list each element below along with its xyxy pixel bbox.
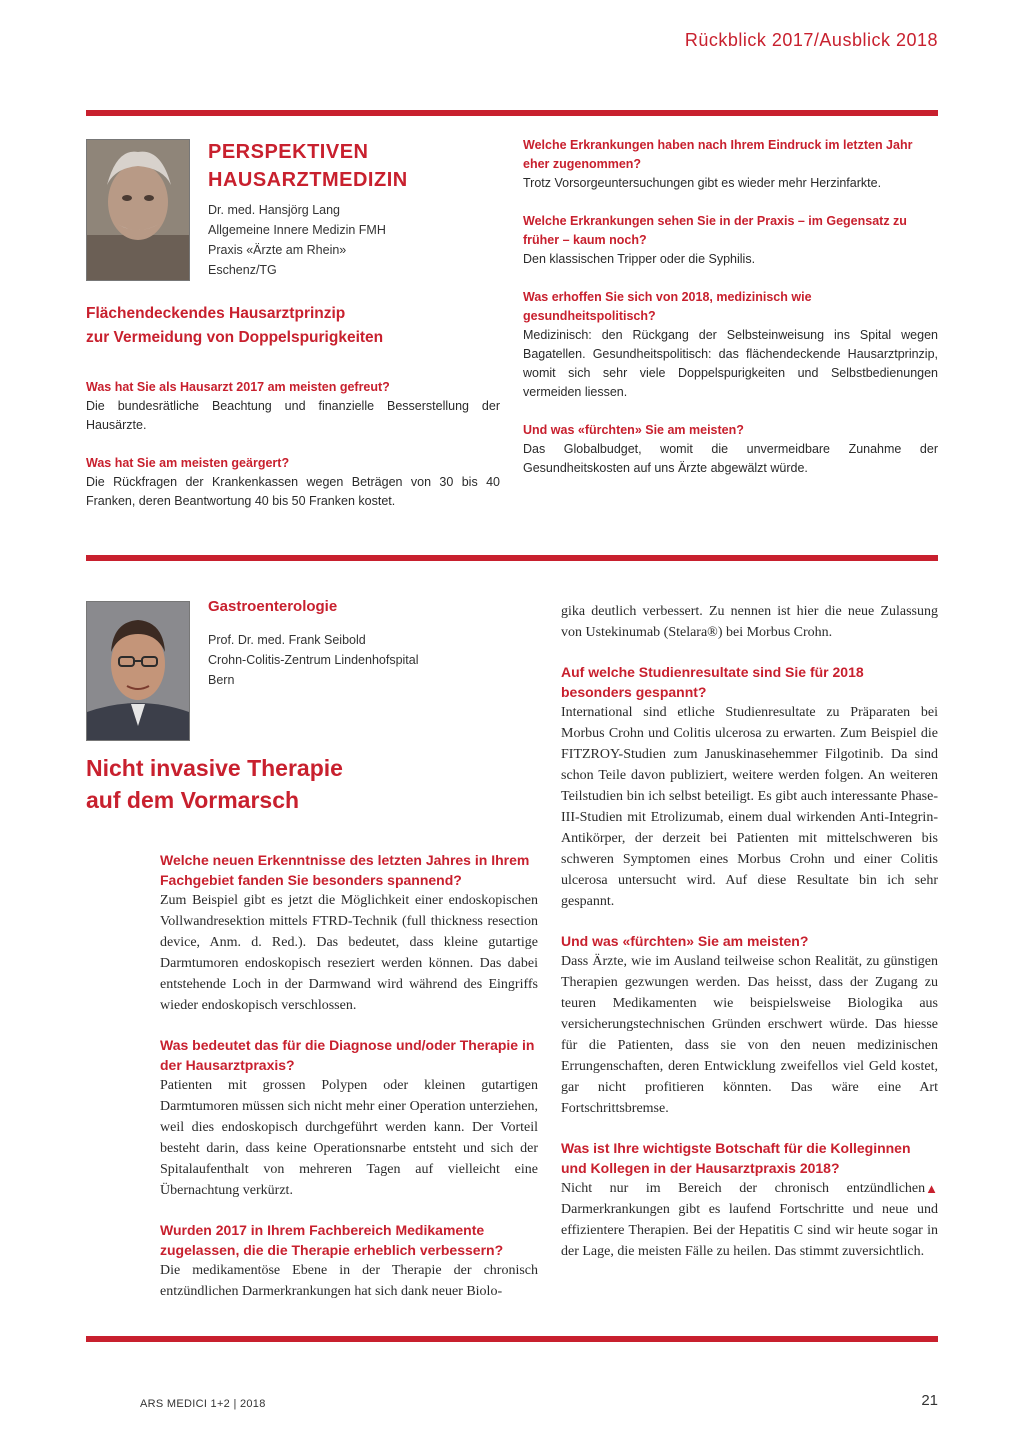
author-name: Dr. med. Hansjörg Lang [208,203,341,217]
qa-item [561,1138,938,1262]
question: Welche neuen Erkenntnisse des letzten Jahres in Ihrem Fachgebiet fanden Sie besonders spannend? [160,852,530,888]
section-subtitle [86,302,383,350]
left-article-column [160,850,538,1321]
section-divider [86,555,938,561]
qa-item [523,288,938,402]
question: Auf welche Studienresultate sind Sie für 2018 besonders gespannt? [561,664,864,700]
section-divider [86,1336,938,1342]
qa-item [561,662,938,912]
page-number: 21 [921,1392,938,1409]
qa-item [86,454,500,511]
author-info [208,630,419,690]
field-label: Gastroenterologie [208,598,338,615]
question: Welche Erkrankungen sehen Sie in der Praxis – im Gegensatz zu früher – kaum noch? [523,214,907,247]
author-institution: Crohn-Colitis-Zentrum Lindenhofspital [208,653,419,667]
author-specialty: Allgemeine Innere Medizin FMH [208,223,386,237]
question: Und was «fürchten» Sie am meisten? [561,933,809,949]
article-title-line: Nicht invasive Therapie [86,755,343,781]
question: Was hat Sie am meisten geärgert? [86,456,290,470]
section-title-line: HAUSARZTMEDIZIN [208,169,408,191]
qa-item [160,1220,538,1302]
question: Wurden 2017 in Ihrem Fachbereich Medikamente zugelassen, die die Therapie erheblich verbessern? [160,1222,504,1258]
right-qa-column [523,136,938,497]
qa-item [86,378,500,435]
end-mark-icon: ▲ [925,1181,938,1196]
qa-item [160,1035,538,1201]
answer: Das Globalbudget, womit die unvermeidbare Zunahme der Gesundheitskosten auf uns Ärzte abgewälzt würde. [523,442,938,475]
question: Was bedeutet das für die Diagnose und/oder Therapie in der Hausarztpraxis? [160,1037,535,1073]
section-divider [86,110,938,116]
continued-text: gika deutlich verbessert. Zu nennen ist hier die neue Zulassung von Ustekinumab (Stelara®) bei Morbus Crohn. [561,604,938,640]
qa-item [523,421,938,478]
left-qa-column [86,378,500,530]
author-info [208,200,386,280]
question: Was hat Sie als Hausarzt 2017 am meisten gefreut? [86,380,390,394]
journal-footer: ARS MEDICI 1+2 | 2018 [140,1398,266,1410]
answer: Die Rückfragen der Krankenkassen wegen Beträgen von 30 bis 40 Franken, deren Beantwortung 40 bis 50 Franken kostet. [86,475,500,508]
question: Was ist Ihre wichtigste Botschaft für die Kolleginnen und Kollegen in der Hausarztpraxis 2018? [561,1140,911,1176]
subtitle-line: zur Vermeidung von Doppelspurigkeiten [86,329,384,346]
answer: Trotz Vorsorgeuntersuchungen gibt es wieder mehr Herzinfarkte. [523,176,882,190]
section-title [208,138,408,194]
answer: Die medikamentöse Ebene in der Therapie der chronisch entzündlichen Darmerkrankungen hat sich dank neuer Biolo- [160,1263,538,1299]
portrait-photo [86,139,190,281]
article-title-line: auf dem Vormarsch [86,787,300,813]
question: Welche Erkrankungen haben nach Ihrem Eindruck im letzten Jahr eher zugenommen? [523,138,913,171]
question: Was erhoffen Sie sich von 2018, medizinisch wie gesundheitspolitisch? [523,290,812,323]
running-header: Rückblick 2017/Ausblick 2018 [684,30,938,50]
qa-item [160,850,538,1016]
answer: Die bundesrätliche Beachtung und finanzielle Besserstellung der Hausärzte. [86,399,500,432]
article-title [86,752,343,816]
answer: Medizinisch: den Rückgang der Selbsteinweisung ins Spital wegen Bagatellen. Gesundheitspolitisch: das flächendeckende Hausarztprinzip, womit sich sehr viele Doppelspurigkeiten und Selbstbedienungen vermeiden liessen. [523,328,938,399]
answer: Patienten mit grossen Polypen oder kleinen gutartigen Darmtumoren müssen sich nicht mehr einer Operation unterziehen, weil dies endoskopisch durchgeführt werden kann. Der Vorteil besteht darin, dass keine Operationsnarbe entsteht und sich der Spitalaufenthalt von mehreren Tagen auf vielleicht eine Übernachtung verkürzt. [160,1078,538,1198]
answer: Den klassischen Tripper oder die Syphilis. [523,252,756,266]
answer: Zum Beispiel gibt es jetzt die Möglichkeit einer endoskopischen Vollwandresektion mittels FTRD-Technik (full thickness resection device, Anm. d. Red.). Das bedeutet, dass kleine gutartige Darmtumoren endoskopisch reseziert werden können. Das dabei entstehende Loch in der Darmwand wird während des Eingriffs wieder endoskopisch verschlossen. [160,893,538,1013]
author-name: Prof. Dr. med. Frank Seibold [208,633,366,647]
subtitle-line: Flächendeckendes Hausarztprinzip [86,305,346,322]
right-article-column [561,601,938,1281]
author-location: Eschenz/TG [208,263,277,277]
answer-text: Nicht nur im Bereich der chronisch entzündlichen Darmerkrankungen gibt es laufend Fortschritte und neue und effizientere Therapien. Bei der Hepatitis C sind wir heute sogar in der Lage, die meisten Fälle zu heilen. Das stimmt zuversichtlich. [561,1181,938,1259]
answer: Dass Ärzte, wie im Ausland teilweise schon Realität, zu günstigen Therapien gezwungen werden. Das heisst, dass der Zugang zu teuren Medikamenten wie beispielsweise Biologika aus versicherungstechnischen Gründen erschwert würde. Das hiesse für die Patienten, dass sie von den neuen medizinischen Errungenschaften, deren Entwicklung zweifellos viel Geld kostet, gar nicht profitieren könnten. Das wäre eine Art Fortschrittsbremse. [561,954,938,1116]
portrait-photo [86,601,190,741]
section-title-line: PERSPEKTIVEN [208,141,369,163]
author-practice: Praxis «Ärzte am Rhein» [208,243,347,257]
author-location: Bern [208,673,235,687]
qa-item [561,931,938,1119]
question: Und was «fürchten» Sie am meisten? [523,423,744,437]
qa-item [523,136,938,193]
answer: International sind etliche Studienresultate zu Präparaten bei Morbus Crohn und Colitis ulcerosa zu erwarten. Zum Beispiel die FITZROY-Studien zum Januskinasehemmer Filgotinib. Da sind schon Teile davon publiziert, weitere werden folgen. An weiteren Teilstudien bin ich selbst beteiligt. Es gibt auch interessante Phase-III-Studien mit Etrolizumab, einem dual wirkenden Anti-Integrin-Antikörper, der derzeit bei Patienten mit mittelschweren bis schweren Symptomen eines Morbus Crohn und einer Colitis ulcerosa untersucht wird. Auf diese Resultate bin ich sehr gespannt. [561,705,938,909]
answer [561,1178,938,1262]
qa-item [523,212,938,269]
